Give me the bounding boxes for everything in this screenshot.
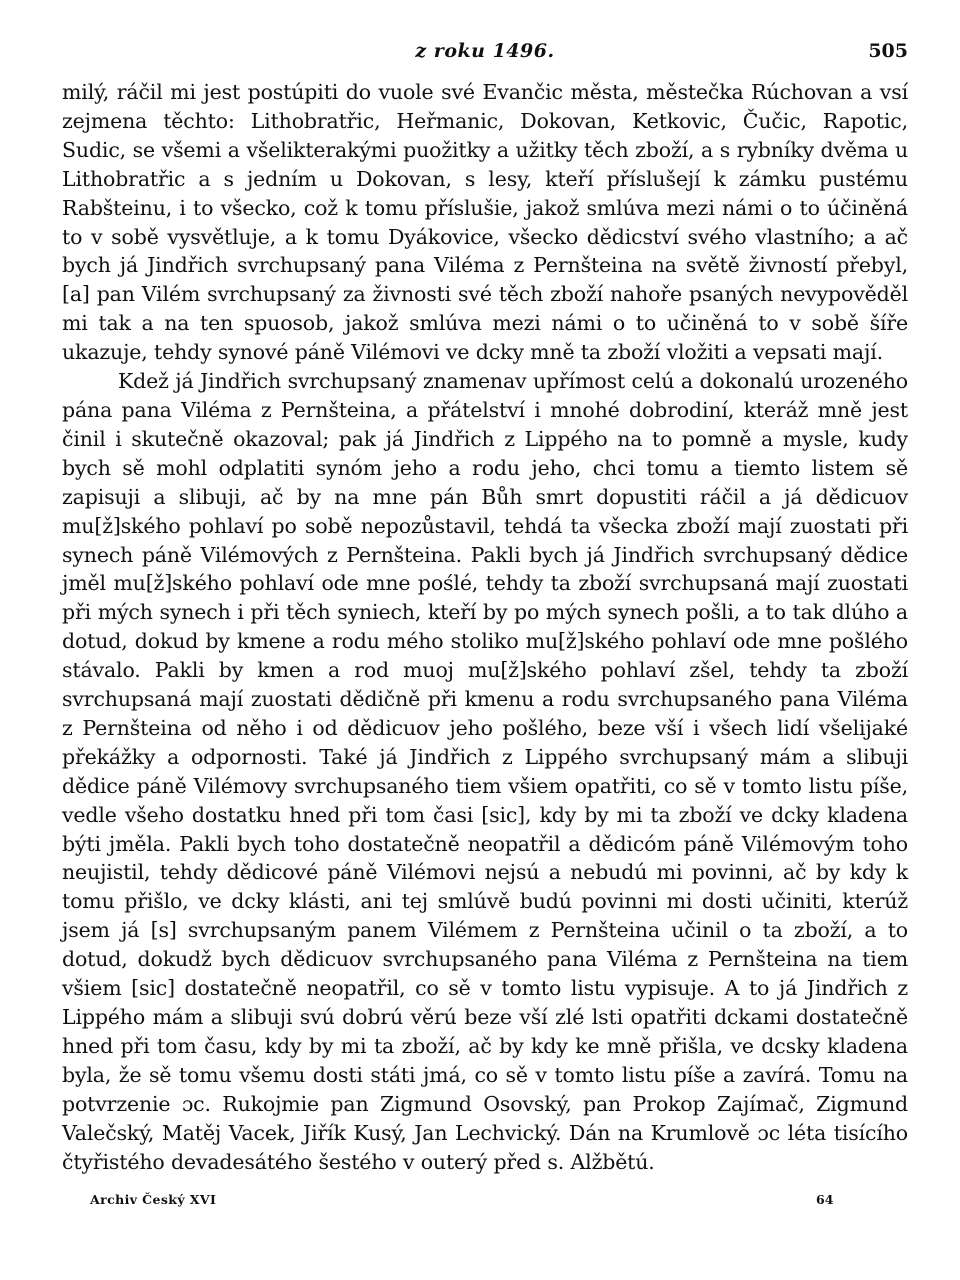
page-footer <box>62 1190 908 1214</box>
page-number: 505 <box>868 40 908 62</box>
paragraph-continuation: milý, ráčil mi jest postúpiti do vuole své Evančic města, městečka Rúchovan a vsí zejmena těchto: Lithobratřic, Heřmanic, Dokovan, Ketkovic, Čučic, Rapotic, Sudic, se všemi a všelikterakými puožitky a užitky těch zboží, a s rybníky dvěma u Lithobratřic a s jedním u Dokovan, s lesy, kteří příslušejí k zámku pustému Rabšteinu, i to všecko, což k tomu příslušie, jakož smlúva mezi námi o to účiněná to v sobě vysvětluje, a k tomu Dyákovice, všecko dědicství svého vlastního; a ač bych já Jindřich svrchupsaný pana Viléma z Pernšteina na světě živností přebyl, [a] pan Vilém svrchupsaný za živnosti své těch zboží nahoře psaných nevypověděl mi tak a na ten spuosob, jakož smlúva mezi námi o to učiněná to v sobě šíře ukazuje, tehdy synové páně Vilémovi ve dcky mně ta zboží vložiti a vepsati mají. <box>62 80 908 365</box>
paragraph-main: Kdež já Jindřich svrchupsaný znamenav upřímost celú a dokonalú urozeného pána pana Viléma z Pernšteina, a přátelství i mnohé dobrodiní, kteráž mně jest činil i skutečně okazoval; pak já Jindřich z Lippého na to pomně a mysle, kudy bych sě mohl odplatiti synóm jeho a rodu jeho, chci tomu a tiemto listem sě zapisuji a slibuji, ač by na mne pán Bůh smrt dopustiti ráčil a já dědicuov mu[ž]ského pohlaví po sobě nepozůstavil, tehdá ta všecka zboží mají zuostati při synech páně Vilémových z Pernšteina. Pakli bych já Jindřich svrchupsaný dědice jměl mu[ž]ského pohlaví ode mne poślé, tehdy ta zboží svrchupsaná mají zuostati při mých synech i při těch syniech, kteří by po mých synech pošli, a to tak dlúho a dotud, dokud by kmene a rodu mého stoliko mu[ž]ského pohlaví ode mne pošlého stávalo. Pakli by kmen a rod muoj mu[ž]ského pohlaví zšel, tehdy ta zboží svrchupsaná mají zuostati dědičně při kmenu a rodu svrchupsaného pana Viléma z Pernšteina od něho i od dědicuov jeho pošlého, beze vší i všech lidí všelijaké překážky a odpornosti. Také já Jindřich z Lippého svrchupsaný mám a slibuji dědice páně Vilémovy svrchupsaného tiem všiem opatřiti, co sě v tomto listu píše, vedle všeho dostatku hned při tom časi [sic], kdy by mi ta zboží ve dcky kladena býti jměla. Pakli bych toho dostatečně neopatřil a dědicóm páně Vilémovým toho neujistil, tehdy dědicové páně Vilémovi nejsú a nebudú mi povinni, ač by kdy k tomu přišlo, ve dcky klásti, ani tej smlúvě budú povinni mi dosti učiniti, kterúž jsem já [s] svrchupsaným panem Vilémem z Pernšteina učinil o ta zboží, a to dotud, dokudž bych dědicuov svrchupsaného pana Viléma z Pernšteina na tiem všiem [sic] dostatečně neopatřil, co sě v tomto listu vypisuje. A to já Jindřich z Lippého mám a slibuji svú dobrú věrú beze vší zlé lsti opatřiti dckami dostatečně hned při tom času, kdy by mi ta zboží, ač by kdy ke mně přišla, ve dcsky kladena byla, že sě tomu všemu dosti státi jmá, co sě v tomto listu píše a zavírá. Tomu na potvrzenie ɔc. Rukojmie pan Zigmund Osovský, pan Prokop Zajímač, Zigmund Valečský, Matěj Vacek, Jiřík Kusý, Jan Lechvický. Dán na Krumlově ɔc léta tisícího čtyřistého devadesátého šestého v outerý před s. Alžbětú. <box>62 369 908 1174</box>
sheet-number: 64 <box>816 1192 834 1208</box>
printer-signature: Archiv Český XVI <box>90 1192 217 1208</box>
body-text <box>62 78 908 1176</box>
running-header <box>62 36 908 78</box>
document-page <box>62 36 908 1246</box>
running-title: z roku 1496. <box>415 40 555 62</box>
